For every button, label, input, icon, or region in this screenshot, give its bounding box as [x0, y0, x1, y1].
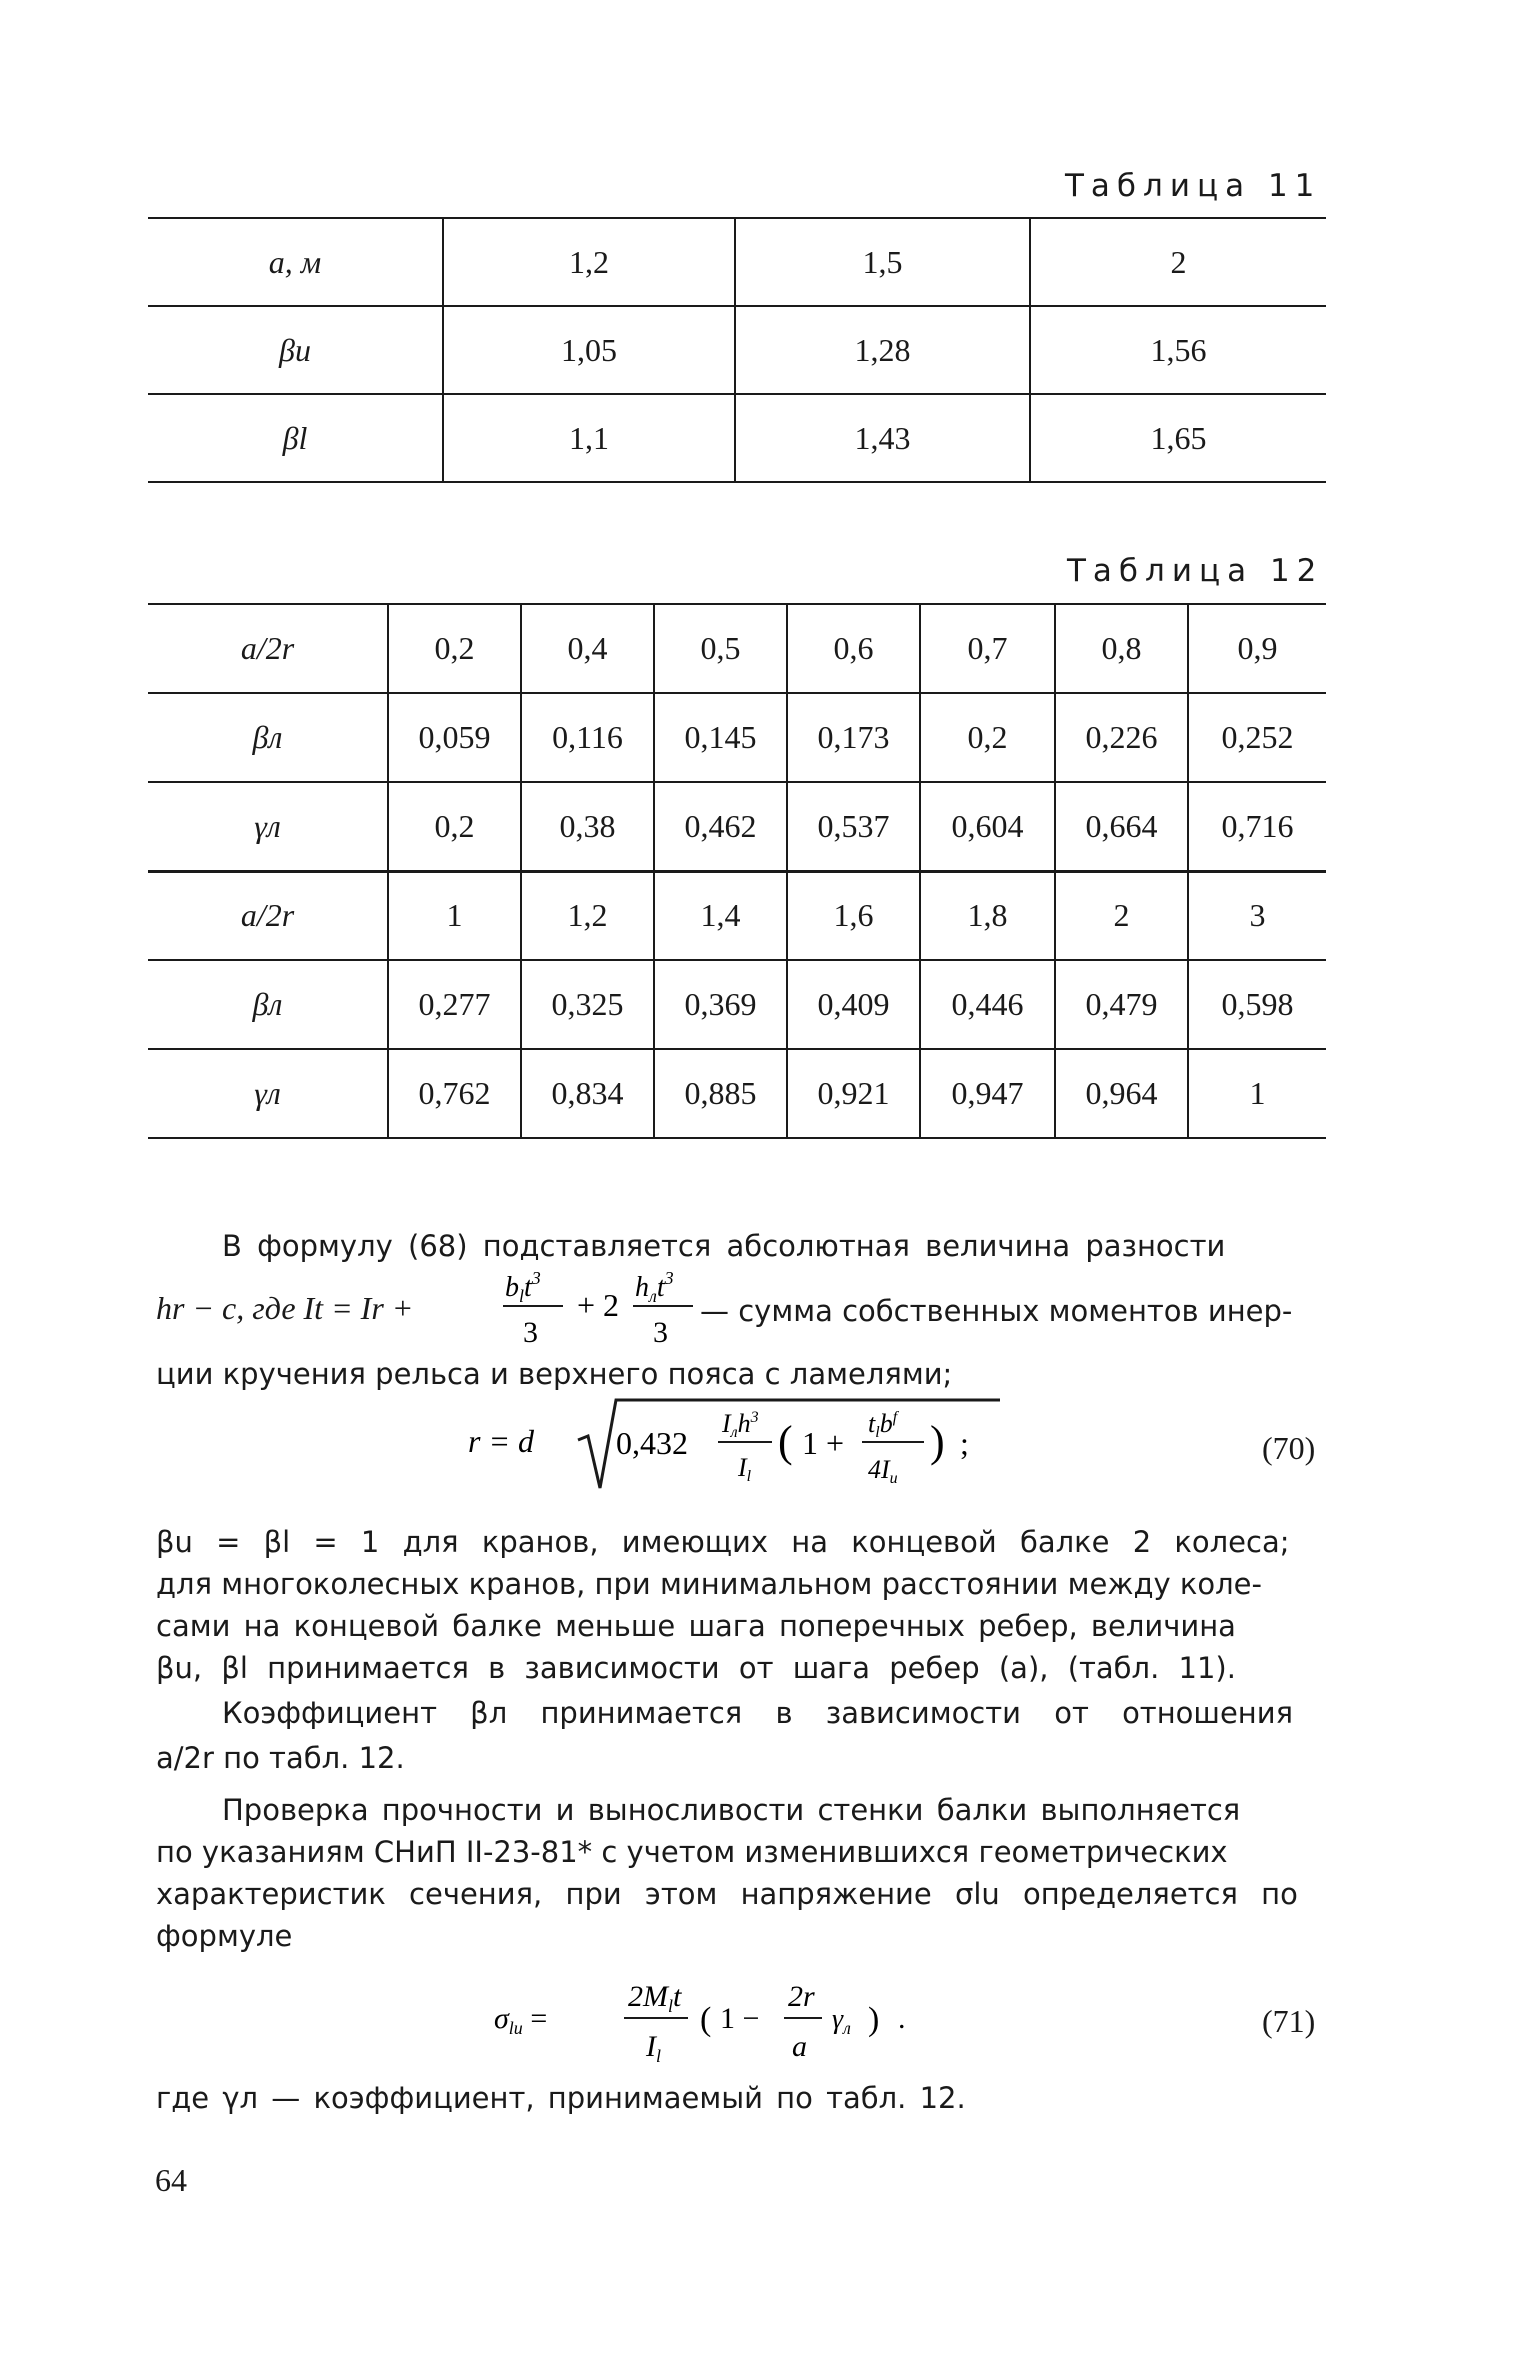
table11-cell: 1,1 [443, 394, 735, 482]
svg-text:(: ( [778, 1417, 793, 1466]
table12-part2-cell: 0,598 [1188, 960, 1326, 1049]
svg-text:1 −: 1 − [720, 2002, 760, 2035]
table11-cell: 2 [1030, 218, 1326, 306]
table12-part2-cell: 1,6 [787, 871, 920, 960]
table12-part1-cell: 0,4 [521, 604, 654, 693]
table12-part2-row-header: βл [148, 960, 388, 1049]
table12-part2-cell: 1,2 [521, 871, 654, 960]
table12-part2-cell: 3 [1188, 871, 1326, 960]
table11 [148, 217, 1326, 483]
table12-part1-cell: 0,8 [1055, 604, 1188, 693]
table11-row-header: a, м [148, 218, 443, 306]
table11-row-header: βl [148, 394, 443, 482]
table12-part2-cell: 0,325 [521, 960, 654, 1049]
table12-part1-cell: 0,116 [521, 693, 654, 782]
table12-part1-cell: 0,252 [1188, 693, 1326, 782]
table12-part1-cell: 0,2 [388, 782, 521, 872]
table11-row-header: βu [148, 306, 443, 394]
inertia-formula-fractions [495, 1262, 705, 1362]
paragraph2-line4: βu, βl принимается в зависимости от шага ребер (a), (табл. 11). [156, 1651, 1236, 1685]
table12-part2-row-header: γл [148, 1049, 388, 1138]
paragraph1-line2-end: — сумма собственных моментов инер- [700, 1294, 1293, 1328]
svg-text:Il: $I_l$ [646, 2030, 662, 2066]
table12-part1-cell: 0,059 [388, 693, 521, 782]
svg-text:): ) [868, 2001, 880, 2038]
paragraph3-line2: a/2r по табл. 12. [156, 1741, 405, 1775]
table12-part2-cell: 0,369 [654, 960, 787, 1049]
svg-text:.: . [898, 2002, 906, 2035]
table11-row [148, 306, 1326, 394]
paragraph4-line4: формуле [156, 1919, 293, 1953]
table12-part1-row-header: γл [148, 782, 388, 872]
paragraph4-line2: по указаниям СНиП II-23-81* с учетом изменившихся геометрических [156, 1835, 1228, 1869]
svg-text:σlu =: $\sigma_{lu}$ = [494, 2002, 548, 2038]
table11-cell: 1,5 [735, 218, 1030, 306]
svg-text:(: ( [700, 2001, 712, 2038]
paragraph1-line2-start: hr − c, где It = Ir + [156, 1290, 414, 1326]
table12-part1-cell: 0,9 [1188, 604, 1326, 693]
table12-part2-cell: 0,921 [787, 1049, 920, 1138]
paragraph1-line1: В формулу (68) подставляется абсолютная величина разности [222, 1229, 1226, 1263]
table12-part1-cell: 0,173 [787, 693, 920, 782]
table12-part1-row-header: a/2r [148, 604, 388, 693]
equation-70-number: (70) [1262, 1430, 1316, 1466]
table12-part1-cell: 0,537 [787, 782, 920, 872]
table12-part1-cell: 0,716 [1188, 782, 1326, 872]
paragraph3-line1: Коэффициент βл принимается в зависимости от отношения [222, 1696, 1294, 1730]
equation-71-number: (71) [1262, 2003, 1316, 2039]
paragraph2-line2: для многоколесных кранов, при минимальном расстоянии между коле- [156, 1567, 1262, 1601]
table12-part1-cell: 0,604 [920, 782, 1055, 872]
table12-part2-cell: 0,479 [1055, 960, 1188, 1049]
svg-text:Iлh3: Iлh$^3$ [722, 1409, 759, 1441]
table12-part1-cell: 0,664 [1055, 782, 1188, 872]
table12-part1-cell: 0,2 [388, 604, 521, 693]
paragraph2-line3: сами на концевой балке меньше шага поперечных ребер, величина [156, 1609, 1236, 1643]
svg-text:2Mlt: $2M_lt$ [628, 1980, 682, 2016]
table12-part2-cell: 0,947 [920, 1049, 1055, 1138]
table12-part1-row-header: βл [148, 693, 388, 782]
paragraph4-line3: характеристик сечения, при этом напряжение σlu определяется по [156, 1877, 1298, 1911]
table12-part2-cell: 1,8 [920, 871, 1055, 960]
equation-71 [488, 1966, 968, 2076]
table12-part2-cell: 0,885 [654, 1049, 787, 1138]
paragraph5-line1: где γл — коэффициент, принимаемый по табл. 12. [156, 2081, 966, 2115]
table12-part1-cell: 0,462 [654, 782, 787, 872]
table12-part2-cell: 1 [1188, 1049, 1326, 1138]
table12-part2-row-header: a/2r [148, 871, 388, 960]
page-number: 64 [155, 2162, 187, 2198]
table12-part2-cell: 2 [1055, 871, 1188, 960]
table12-part2 [148, 870, 1326, 1139]
table11-cell: 1,2 [443, 218, 735, 306]
table11-cell: 1,65 [1030, 394, 1326, 482]
svg-text:0,432: 0,432 [616, 1425, 688, 1461]
table12-part2-cell: 1,4 [654, 871, 787, 960]
svg-text:2r: 2r [788, 1980, 815, 2013]
svg-text:γл: $\gamma_л$ [832, 2004, 851, 2038]
table11-cell: 1,43 [735, 394, 1030, 482]
table12-part2-cell: 0,834 [521, 1049, 654, 1138]
table12-part2-cell: 0,964 [1055, 1049, 1188, 1138]
table12-part2-cell: 0,446 [920, 960, 1055, 1049]
table12-part1-cell: 0,145 [654, 693, 787, 782]
table12-part2-row [148, 1049, 1326, 1138]
table12-part1-row [148, 782, 1326, 872]
table12-part1 [148, 603, 1326, 873]
table11-cell: 1,28 [735, 306, 1030, 394]
table11-row [148, 394, 1326, 482]
svg-text:1 +: 1 + [802, 1425, 845, 1461]
paragraph1-line3: ции кручения рельса и верхнего пояса с ламелями; [156, 1357, 953, 1391]
svg-text:tlbf: tlb$^f$ [868, 1409, 898, 1441]
table12-part2-row [148, 960, 1326, 1049]
svg-text:hлt3: $h_лt^3$ [635, 1268, 674, 1306]
table12-part1-row [148, 604, 1326, 693]
svg-text:+ 2: + 2 [577, 1287, 620, 1323]
table12-caption: Таблица 12 [1067, 553, 1324, 589]
table11-row [148, 218, 1326, 306]
svg-text:r = d: r = d [468, 1423, 535, 1459]
svg-text:3: 3 [523, 1316, 538, 1349]
table12-part2-row [148, 871, 1326, 960]
svg-text:;: ; [960, 1425, 969, 1461]
table12-part2-cell: 0,762 [388, 1049, 521, 1138]
svg-text:Il: Il [738, 1453, 752, 1485]
table12-part2-cell: 0,277 [388, 960, 521, 1049]
svg-text:a: a [792, 2030, 807, 2063]
table12-part1-cell: 0,38 [521, 782, 654, 872]
table11-cell: 1,05 [443, 306, 735, 394]
paragraph4-line1: Проверка прочности и выносливости стенки балки выполняется [222, 1793, 1241, 1827]
table11-caption: Таблица 11 [1065, 168, 1322, 204]
table12-part1-cell: 0,7 [920, 604, 1055, 693]
table12-part2-cell: 1 [388, 871, 521, 960]
table12-part1-cell: 0,6 [787, 604, 920, 693]
svg-text:blt3: $b_lt^3$ [505, 1268, 541, 1306]
table12-part2-cell: 0,409 [787, 960, 920, 1049]
svg-text:): ) [930, 1417, 945, 1466]
table11-cell: 1,56 [1030, 306, 1326, 394]
table12-part1-row [148, 693, 1326, 782]
table12-part1-cell: 0,226 [1055, 693, 1188, 782]
svg-text:4Iu: 4Iu [868, 1455, 898, 1487]
equation-70 [460, 1392, 1020, 1502]
table12-part1-cell: 0,2 [920, 693, 1055, 782]
paragraph2-line1: βu = βl = 1 для кранов, имеющих на концевой балке 2 колеса; [156, 1525, 1290, 1559]
table12-part1-cell: 0,5 [654, 604, 787, 693]
svg-text:3: 3 [653, 1316, 668, 1349]
